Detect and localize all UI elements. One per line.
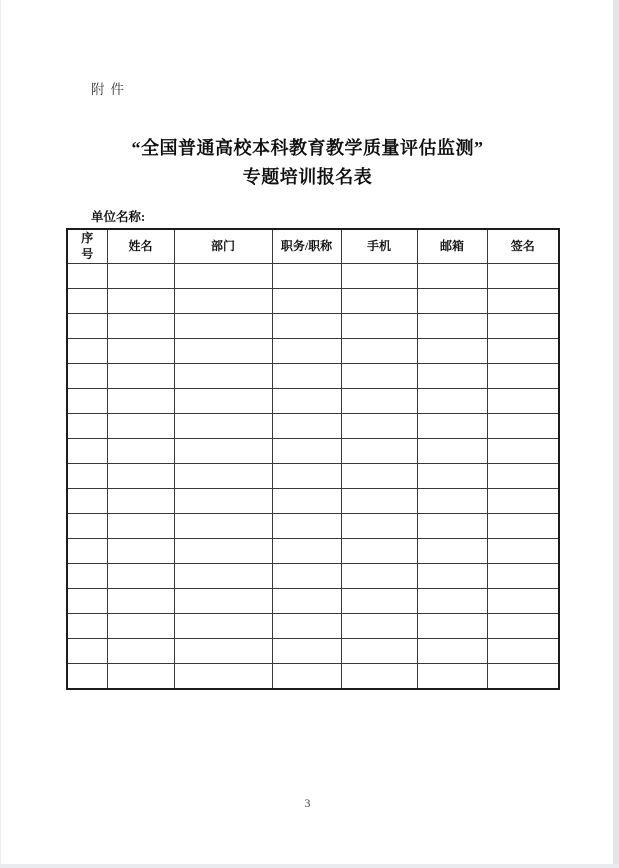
table-cell <box>174 513 272 538</box>
table-cell <box>174 388 272 413</box>
table-row <box>67 363 559 388</box>
column-header-label: 职务/职称 <box>280 238 333 253</box>
page-title-line-2: 专题培训报名表 <box>242 167 373 187</box>
table-cell <box>487 313 559 338</box>
table-cell <box>417 263 487 288</box>
table-cell <box>67 588 107 613</box>
table-row <box>67 588 559 613</box>
table-header-row <box>67 229 559 263</box>
table-cell <box>417 538 487 563</box>
table-row <box>67 563 559 588</box>
table-cell <box>487 438 559 463</box>
table-cell <box>174 563 272 588</box>
table-cell <box>67 438 107 463</box>
table-cell <box>174 588 272 613</box>
table-cell <box>487 413 559 438</box>
table-cell <box>487 638 559 663</box>
page-title-line-1: “全国普通高校本科教育教学质量评估监测” <box>131 138 484 158</box>
table-cell <box>272 513 341 538</box>
table-row <box>67 388 559 413</box>
column-header-label: 序号 <box>81 231 94 262</box>
table-cell <box>487 338 559 363</box>
viewer-right-edge <box>613 0 619 868</box>
table-cell <box>487 363 559 388</box>
table-cell <box>272 463 341 488</box>
table-row <box>67 313 559 338</box>
table-cell <box>417 513 487 538</box>
table-cell <box>272 663 341 689</box>
table-cell <box>341 488 417 513</box>
table-cell <box>67 463 107 488</box>
table-cell <box>67 613 107 638</box>
table-cell <box>487 588 559 613</box>
table-cell <box>341 313 417 338</box>
table-row <box>67 263 559 288</box>
table-cell <box>341 538 417 563</box>
attachment-label: 附件 <box>91 82 130 97</box>
table-cell <box>272 638 341 663</box>
table-cell <box>67 288 107 313</box>
table-cell <box>417 313 487 338</box>
table-cell <box>487 488 559 513</box>
table-cell <box>341 413 417 438</box>
table-cell <box>417 438 487 463</box>
table-cell <box>107 563 174 588</box>
table-cell <box>174 413 272 438</box>
table-cell <box>107 313 174 338</box>
table-row <box>67 413 559 438</box>
table-cell <box>67 363 107 388</box>
table-cell <box>417 663 487 689</box>
table-cell <box>417 613 487 638</box>
table-cell <box>272 388 341 413</box>
table-cell <box>107 638 174 663</box>
table-cell <box>67 338 107 363</box>
table-cell <box>107 588 174 613</box>
unit-name-label: 单位名称: <box>91 210 146 224</box>
table-cell <box>272 488 341 513</box>
table-cell <box>417 638 487 663</box>
column-header-label: 签名 <box>510 238 535 253</box>
table-cell <box>67 663 107 689</box>
column-header-3 <box>272 229 341 263</box>
table-cell <box>417 363 487 388</box>
table-cell <box>174 663 272 689</box>
column-header-2 <box>174 229 272 263</box>
column-header-1 <box>107 229 174 263</box>
page-number: 3 <box>304 798 311 810</box>
table-cell <box>67 263 107 288</box>
table-cell <box>417 563 487 588</box>
table-cell <box>341 563 417 588</box>
table-cell <box>341 388 417 413</box>
column-header-0 <box>67 229 107 263</box>
table-body <box>67 263 559 689</box>
table-cell <box>174 313 272 338</box>
table-row <box>67 438 559 463</box>
table-cell <box>107 338 174 363</box>
table-row <box>67 538 559 563</box>
table-cell <box>272 438 341 463</box>
table-cell <box>107 538 174 563</box>
table-cell <box>487 613 559 638</box>
table-row <box>67 638 559 663</box>
table-cell <box>341 588 417 613</box>
table-cell <box>341 638 417 663</box>
table-cell <box>67 488 107 513</box>
table-cell <box>341 463 417 488</box>
table-cell <box>487 263 559 288</box>
table-cell <box>417 463 487 488</box>
table-cell <box>67 563 107 588</box>
table-cell <box>341 513 417 538</box>
table-cell <box>107 363 174 388</box>
column-header-4 <box>341 229 417 263</box>
table-cell <box>174 613 272 638</box>
table-cell <box>272 588 341 613</box>
table-cell <box>107 388 174 413</box>
table-cell <box>272 338 341 363</box>
table-cell <box>341 438 417 463</box>
table-cell <box>107 488 174 513</box>
table-cell <box>341 338 417 363</box>
table-cell <box>107 463 174 488</box>
table-cell <box>107 413 174 438</box>
table-cell <box>417 288 487 313</box>
table-cell <box>67 388 107 413</box>
table-cell <box>272 363 341 388</box>
table-cell <box>487 513 559 538</box>
signup-table <box>66 228 560 690</box>
table-row <box>67 663 559 689</box>
column-header-label: 部门 <box>210 238 235 253</box>
table-cell <box>417 338 487 363</box>
table-cell <box>272 613 341 638</box>
table-cell <box>174 638 272 663</box>
table-cell <box>272 538 341 563</box>
table-row <box>67 463 559 488</box>
table-cell <box>341 263 417 288</box>
table-cell <box>272 263 341 288</box>
table-cell <box>487 663 559 689</box>
table-cell <box>67 538 107 563</box>
table-cell <box>174 288 272 313</box>
table-cell <box>341 613 417 638</box>
table-cell <box>487 463 559 488</box>
table-cell <box>272 313 341 338</box>
table-cell <box>341 663 417 689</box>
table-cell <box>341 288 417 313</box>
table-row <box>67 613 559 638</box>
table-cell <box>107 613 174 638</box>
column-header-label: 邮箱 <box>439 238 464 253</box>
table-row <box>67 338 559 363</box>
table-cell <box>174 538 272 563</box>
table-cell <box>417 588 487 613</box>
table-cell <box>417 388 487 413</box>
table-cell <box>107 513 174 538</box>
table-cell <box>174 363 272 388</box>
table-row <box>67 513 559 538</box>
table-cell <box>107 438 174 463</box>
table-cell <box>417 488 487 513</box>
table-cell <box>272 288 341 313</box>
column-header-5 <box>417 229 487 263</box>
viewer-bottom-edge <box>0 864 619 868</box>
column-header-label: 姓名 <box>128 238 153 253</box>
column-header-6 <box>487 229 559 263</box>
table-cell <box>107 288 174 313</box>
table-cell <box>67 313 107 338</box>
table-cell <box>107 263 174 288</box>
table-cell <box>272 563 341 588</box>
table-cell <box>67 638 107 663</box>
table-cell <box>487 288 559 313</box>
table-cell <box>174 488 272 513</box>
table-cell <box>487 563 559 588</box>
table-cell <box>487 538 559 563</box>
table-cell <box>174 263 272 288</box>
table-cell <box>174 338 272 363</box>
table-cell <box>67 413 107 438</box>
table-cell <box>341 363 417 388</box>
table-cell <box>272 413 341 438</box>
column-header-label: 手机 <box>366 238 391 253</box>
table-cell <box>487 388 559 413</box>
table-cell <box>174 438 272 463</box>
table-cell <box>174 463 272 488</box>
page-title <box>1 134 614 192</box>
table-cell <box>107 663 174 689</box>
table-row <box>67 288 559 313</box>
table-cell <box>417 413 487 438</box>
table-cell <box>67 513 107 538</box>
table-row <box>67 488 559 513</box>
